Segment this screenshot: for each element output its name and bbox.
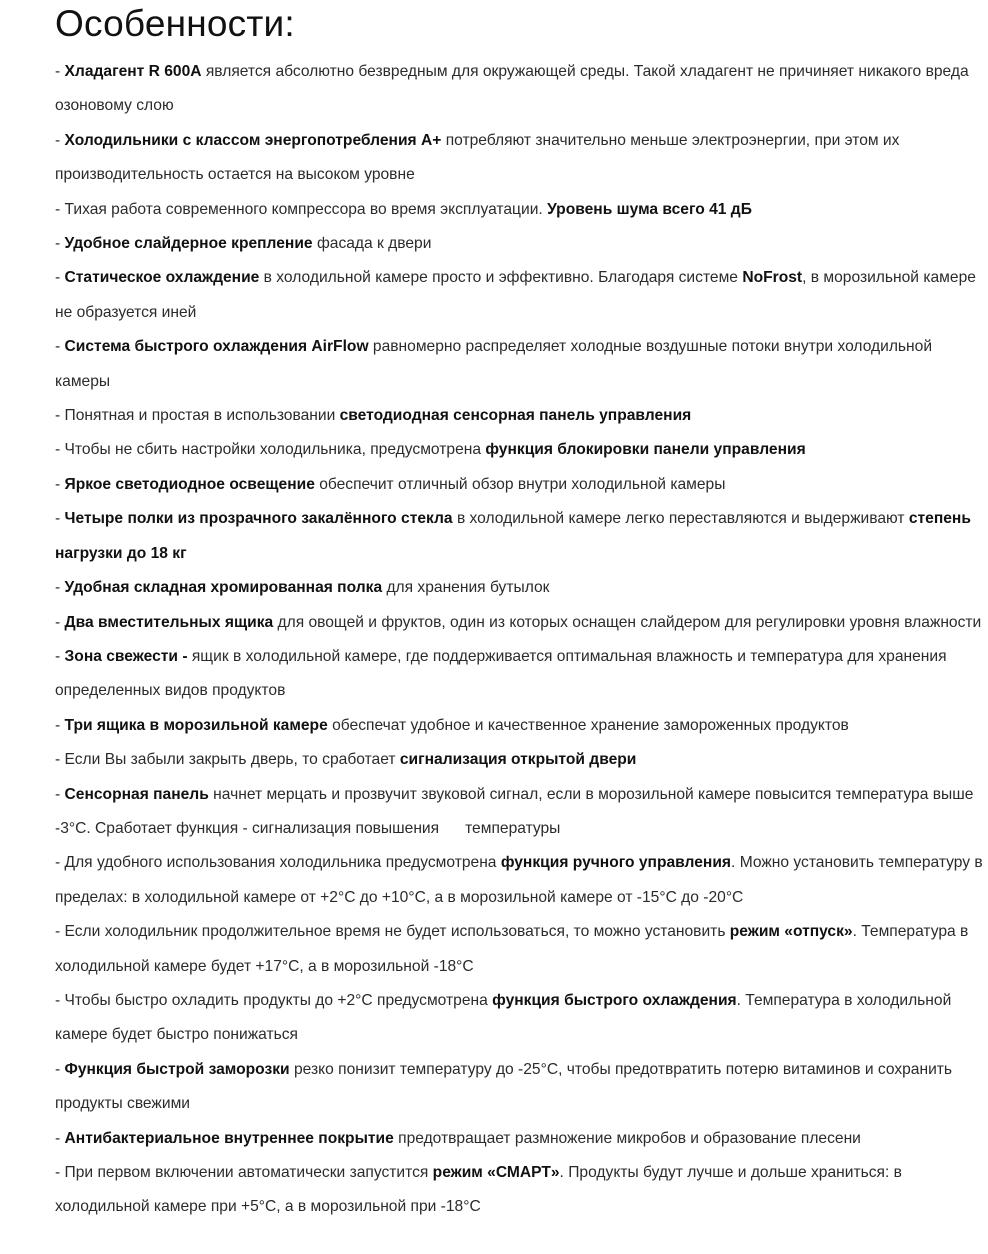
section-title: Особенности: <box>55 3 295 44</box>
feature-energy-class: - Холодильники с классом энергопотребления А+ потребляют значительно меньше электроэнергии, при этом их производительность остается на высоком уровне <box>55 131 900 184</box>
feature-fast-cooling: - Чтобы быстро охладить продукты до +2°С предусмотрена функция быстрого охлаждения. Температура в холодильной камере будет быстро понижаться <box>55 991 952 1044</box>
feature-static-cooling: - Статическое охлаждение в холодильной камере просто и эффективно. Благодаря системе NoFrost, в морозильной камере не образуется иней <box>55 269 976 321</box>
feature-manual-control: - Для удобного использования холодильника предусмотрена функция ручного управления. Можно установить температуру в пределах: в холодильной камере от +2°С до +10°С, а в морозильной камере от -15°С до -20°С <box>55 854 983 906</box>
features-section <box>55 0 985 1225</box>
feature-fast-freezing: - Функция быстрой заморозки резко понизит температуру до -25°С, чтобы предотвратить потерю витаминов и сохранить продукты свежими <box>55 1060 953 1113</box>
feature-fresh-zone: - Зона свежести - ящик в холодильной камере, где поддерживается оптимальная влажность и температура для хранения определенных видов продуктов <box>55 647 947 700</box>
feature-vacation-mode: - Если холодильник продолжительное время не будет использоваться, то можно установить режим «отпуск». Температура в холодильной камере будет +17°С, а в морозильной -18°С <box>55 923 969 975</box>
feature-panel-lock: - Чтобы не сбить настройки холодильника, предусмотрена функция блокировки панели управления <box>55 441 806 459</box>
feature-noise-level: - Тихая работа современного компрессора во время эксплуатации. Уровень шума всего 41 дБ <box>55 200 752 218</box>
feature-refrigerant: - Хладагент R 600A является абсолютно безвредным для окружающей среды. Такой хладагент не причиняет никакого вреда озоновому слою <box>55 63 969 115</box>
features-list <box>55 55 985 1225</box>
feature-temperature-alarm: - Сенсорная панель начнет мерцать и прозвучит звуковой сигнал, если в морозильной камере повысится температура выше -3°С. Сработает функция - сигнализация повышения температуры <box>55 785 974 837</box>
feature-slider-mount: - Удобное слайдерное крепление фасада к двери <box>55 235 432 253</box>
feature-led-lighting: - Яркое светодиодное освещение обеспечит отличный обзор внутри холодильной камеры <box>55 475 726 493</box>
feature-airflow: - Система быстрого охлаждения AirFlow равномерно распределяет холодные воздушные потоки внутри холодильной камеры <box>55 338 933 390</box>
feature-door-alarm: - Если Вы забыли закрыть дверь, то сработает сигнализация открытой двери <box>55 751 637 769</box>
feature-smart-mode: - При первом включении автоматически запустится режим «СМАРТ». Продукты будут лучше и дольше храниться: в холодильной камере при +5°С, а в морозильной при -18°С <box>55 1164 902 1216</box>
feature-freezer-drawers: - Три ящика в морозильной камере обеспечат удобное и качественное хранение замороженных продуктов <box>55 716 849 734</box>
feature-vegetable-drawers: - Два вместительных ящика для овощей и фруктов, один из которых оснащен слайдером для регулировки уровня влажности <box>55 613 982 631</box>
feature-glass-shelves: - Четыре полки из прозрачного закалённого стекла в холодильной камере легко переставляются и выдерживают степень нагрузки до 18 кг <box>55 510 971 562</box>
feature-bottle-shelf: - Удобная складная хромированная полка для хранения бутылок <box>55 579 550 597</box>
feature-antibacterial: - Антибактериальное внутреннее покрытие предотвращает размножение микробов и образование плесени <box>55 1129 861 1147</box>
feature-touch-panel: - Понятная и простая в использовании светодиодная сенсорная панель управления <box>55 407 692 425</box>
